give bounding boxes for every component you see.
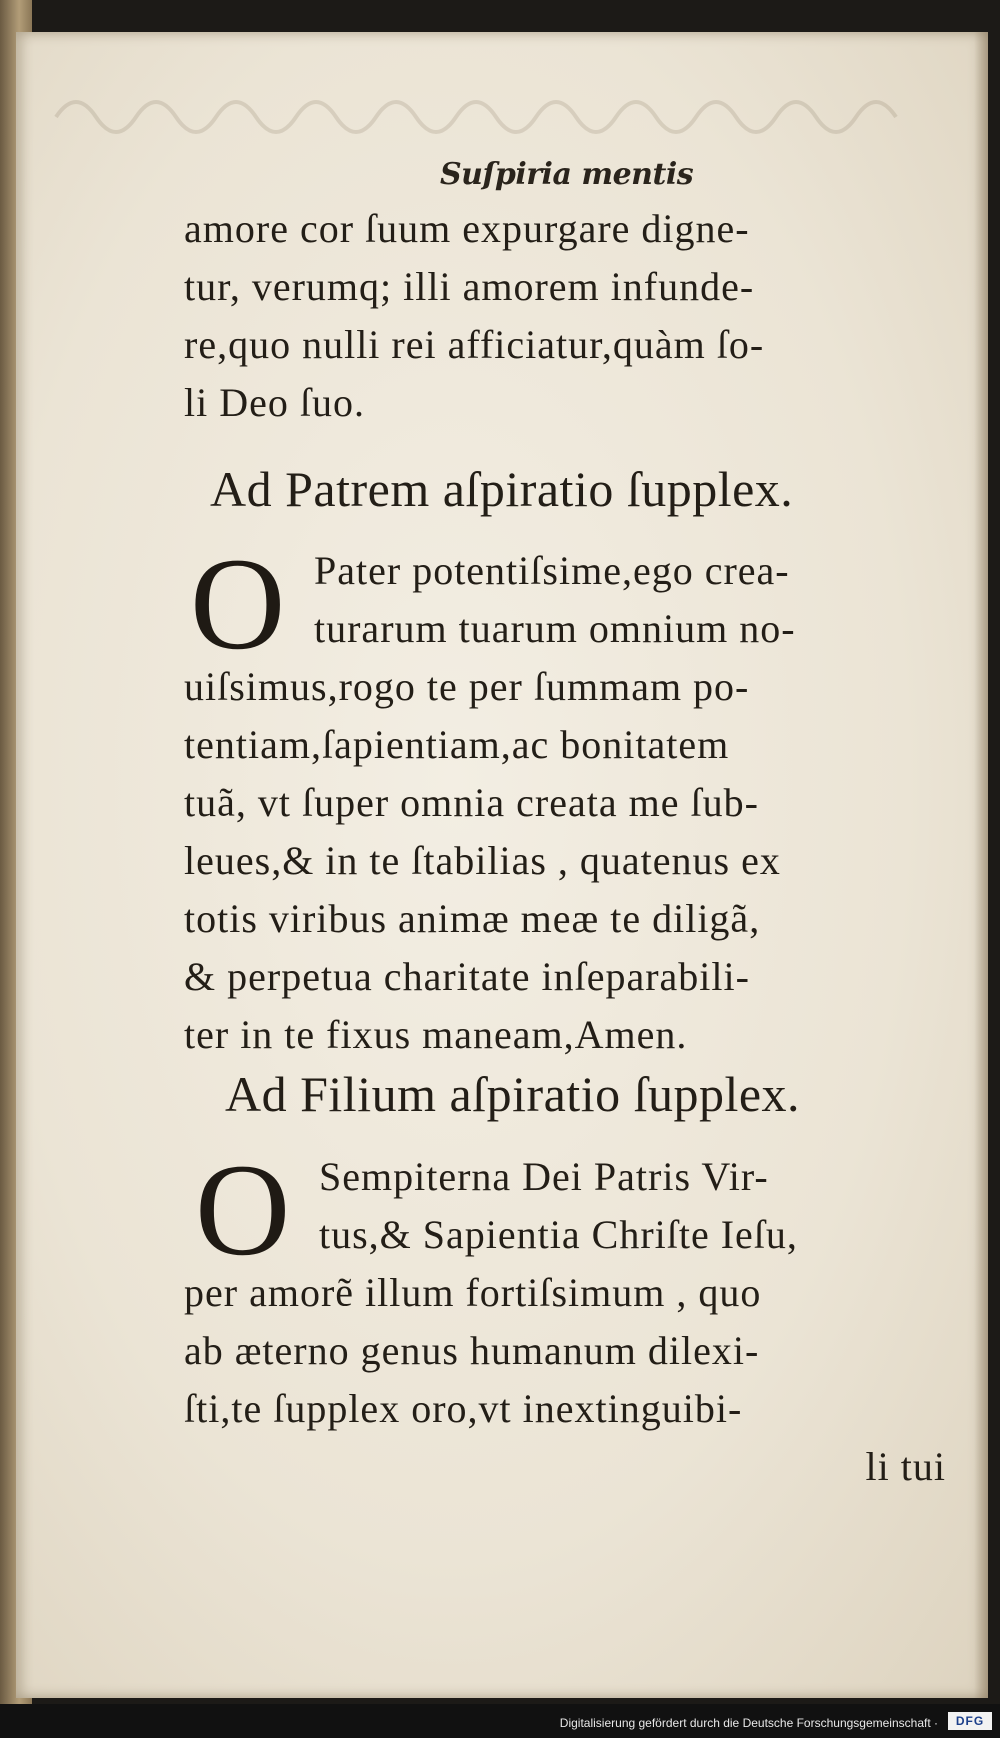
text-line: tentiam,ſapientiam,ac bonitatem <box>184 722 730 767</box>
page-edge-shadow <box>974 32 988 1698</box>
text-line: Pater potentiſsime,ego crea- <box>314 548 790 593</box>
drop-initial: O <box>195 1136 291 1283</box>
text-line: turarum tuarum omnium no- <box>314 606 796 651</box>
drop-initial: O <box>190 530 286 677</box>
text-line: tuã, vt ſuper omnia creata me ſub- <box>184 780 759 825</box>
text-line: & perpetua charitate inſeparabili- <box>184 954 750 999</box>
text-line: tur, verumq; illi amorem infunde- <box>184 264 755 309</box>
dfg-logo: DFG <box>948 1712 992 1730</box>
text-line: amore cor ſuum expurgare digne- <box>184 206 750 251</box>
text-line: totis viribus animæ meæ te diligã, <box>184 896 761 941</box>
text-line: ab æterno genus humanum dilexi- <box>184 1328 760 1373</box>
text-block-patrem <box>184 542 954 1064</box>
footer-bar <box>0 1704 1000 1738</box>
text-line: leues,& in te ſtabilias , quatenus ex <box>184 838 781 883</box>
text-line: ter in te fixus maneam,Amen. <box>184 1012 688 1057</box>
text-line: Sempiterna Dei Patris Vir- <box>319 1154 769 1199</box>
text-line: tus,& Sapientia Chriſte Ieſu, <box>319 1212 798 1257</box>
section-heading-patrem: Ad Patrem aſpiratio ſupplex. <box>210 461 794 517</box>
section-heading-filium: Ad Filium aſpiratio ſupplex. <box>225 1066 801 1122</box>
text-line: li Deo ſuo. <box>184 380 365 425</box>
text-block-filium <box>184 1148 954 1496</box>
running-head: Suſpiria mentis <box>440 157 694 192</box>
catchword: li tui <box>865 1444 946 1489</box>
text-line: uiſsimus,rogo te per ſummam po- <box>184 664 750 709</box>
digitization-credit: Digitalisierung gefördert durch die Deutsche Forschungsgemeinschaft · <box>559 1716 938 1730</box>
text-block-intro <box>184 200 954 432</box>
text-line: per amorẽ illum fortiſsimum , quo <box>184 1270 762 1315</box>
text-line: re,quo nulli rei afficiatur,quàm ſo- <box>184 322 765 367</box>
text-line: ſti,te ſupplex oro,vt inextinguibi- <box>184 1386 743 1431</box>
show-through-marks <box>46 77 926 157</box>
